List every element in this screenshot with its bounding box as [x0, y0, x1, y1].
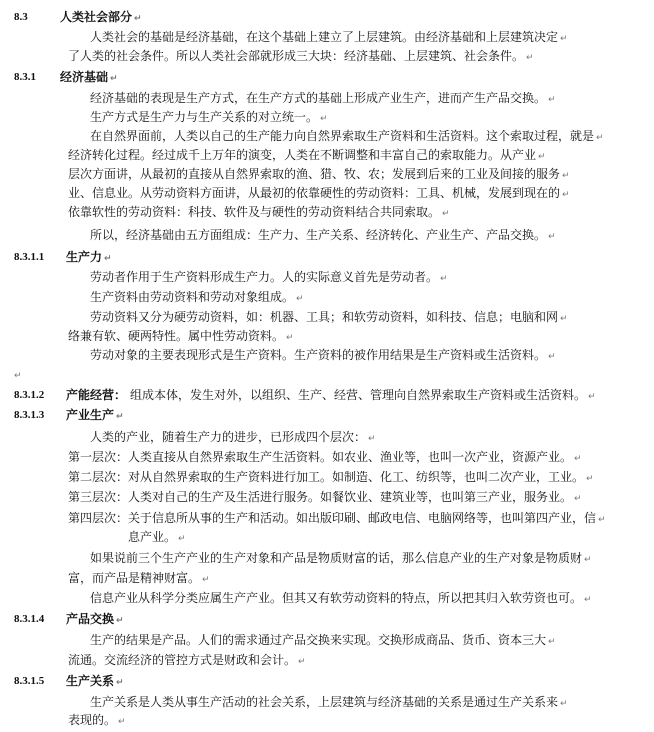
paragraph-mark: ↵: [368, 434, 376, 444]
section-title: 生产关系 ↵: [66, 674, 124, 688]
section-title: 生产力 ↵: [66, 250, 112, 264]
paragraph-mark: ↵: [560, 314, 568, 324]
section-title: 产品交换 ↵: [66, 612, 124, 626]
paragraph-mark: ↵: [134, 14, 142, 24]
paragraph-mark: ↵: [584, 555, 592, 565]
level-text: 人类直接从自然界索取生产生活资料。如农业、渔业等，也叫一次产业，资源产业。 ↵: [128, 450, 582, 464]
paragraph-mark: ↵: [320, 114, 328, 124]
paragraph-mark: ↵: [110, 74, 118, 84]
section-title: 人类社会部分 ↵: [60, 10, 142, 24]
level-text: 对从自然界索取的生产资料进行加工。如制造、化工、纺织等，也叫二次产业，工业。 ↵: [128, 470, 594, 484]
paragraph-mark: ↵: [574, 494, 582, 504]
paragraph-mark: ↵: [286, 333, 294, 343]
paragraph-mark: ↵: [598, 515, 606, 525]
paragraph-mark: ↵: [562, 171, 570, 181]
paragraph-mark: ↵: [104, 254, 112, 264]
paragraph-mark: ↵: [440, 274, 448, 284]
paragraph-mark: ↵: [588, 392, 596, 402]
section-inline-text: 组成本体，发生对外，以组织、生产、经营、管理向自然界索取生产资料或生活资料。 ↵: [130, 388, 596, 402]
paragraph-mark: ↵: [116, 412, 124, 422]
paragraph-mark: ↵: [116, 678, 124, 688]
section-title: 产业生产 ↵: [66, 408, 124, 422]
paragraph-mark: ↵: [560, 699, 568, 709]
paragraph-mark: ↵: [202, 575, 210, 585]
level-label: 第三层次：: [68, 490, 129, 504]
section-number: 8.3.1.1: [14, 251, 45, 263]
section-number: 8.3: [14, 11, 28, 23]
paragraph-mark: ↵: [14, 371, 22, 381]
paragraph-mark: ↵: [442, 209, 450, 219]
level-label: 第一层次：: [68, 450, 129, 464]
level-label: 第二层次：: [68, 470, 129, 484]
section-number: 8.3.1: [14, 71, 36, 83]
paragraph-mark: ↵: [548, 352, 556, 362]
level-text: 关于信息所从事的生产和活动。如出版印刷、邮政电信、电脑网络等，也叫第四产业，信 ↵: [128, 511, 606, 525]
paragraph-mark: ↵: [298, 657, 306, 667]
section-number: 8.3.1.5: [14, 675, 45, 687]
paragraph-mark: ↵: [584, 595, 592, 605]
paragraph-mark: ↵: [586, 474, 594, 484]
paragraph-mark: ↵: [116, 616, 124, 626]
level-text: 人类对自己的生产及生活进行服务。如餐饮业、建筑业等，也叫第三产业，服务业。 ↵: [128, 490, 582, 504]
paragraph-mark: ↵: [548, 95, 556, 105]
paragraph-mark: ↵: [526, 53, 534, 63]
section-title: 产能经营：: [66, 388, 127, 402]
paragraph-mark: ↵: [574, 454, 582, 464]
section-number: 8.3.1.4: [14, 613, 45, 625]
section-number: 8.3.1.3: [14, 409, 45, 421]
section-title: 经济基础 ↵: [60, 70, 118, 84]
paragraph-mark: ↵: [560, 34, 568, 44]
paragraph-mark: ↵: [538, 152, 546, 162]
section-number: 8.3.1.2: [14, 389, 45, 401]
document-page: 8.3 人类社会部分 ↵ 人类社会的基础是经济基础，在这个基础上建立了上层建筑。由经济基础和上层建筑决定 ↵ 了人类的社会条件。所以人类社会部就形成三大块：经济基础、上层建筑、社会条件。 ↵ 8.3.1 经济基础 ↵ 经济基础的表现是生产方式，在生产方式的基础上形成产业生产，进而产生产品交换。 ↵ 生产方式是生产力与生产关系的对立统一。 ↵ 在自然界面前，人类以自己的生产能力向自然界索取生产资料和生活资料。这个索取过程，就是 ↵ 经济转化过程。经过成千上万年的演变，人类在不断调整和丰富自己的索取能力。从产业 ↵ 层次方面讲，从最初的直接从自然界索取的渔、猎、牧、农；发展到后来的工业及间接的服务 ↵ 业、信息业。从劳动资料方面讲，从最初的依靠硬性的劳动资料：工具、机械，发展到现在的 ↵ 依靠软性的劳动资料：科技、软件及与硬性的劳动资料结合共同索取。 ↵ 所以，经济基础由五方面组成：生产力、生产关系、经济转化、产业生产、产品交换。 ↵ 8.3.1.1 生产力 ↵ 劳动者作用于生产资料形成生产力。人的实际意义首先是劳动者。 ↵ 生产资料由劳动资料和劳动对象组成。 ↵ 劳动资料又分为硬劳动资料，如：机器、工具；和软劳动资料，如科技、信息；电脑和网 ↵ 络兼有软、硬两特性。属中性劳动资料。 ↵ 劳动对象的主要表现形式是生产资料。生产资料的被作用结果是生产资料或生活资料。 ↵ ↵ 8.3.1.2 产能经营： 组成本体，发生对外，以组织、生产、经营、管理向自然界索取生产资料或生活资料。 ↵ 8.3.1.3 产业生产 ↵ 人类的产业，随着生产力的进步，已形成四个层次： ↵ 第一层次： 人类直接从自然界索取生产生活资料。如农业、渔业等，也叫一次产业，资源产业。 ↵ 第二层次： 对从自然界索取的生产资料进行加工。如制造、化工、纺织等，也叫二次产业，工业。 ↵ 第三层次： 人类对自己的生产及生活进行服务。如餐饮业、建筑业等，也叫第三产业，服务业。 ↵ 第四层次： 关于信息所从事的生产和活动。如出版印刷、邮政电信、电脑网络等，也叫第四产业，信 ↵ 息产业。 ↵ 如果说前三个生产产业的生产对象和产品是物质财富的话，那么信息产业的生产对象是物质财 ↵ 富，而产品是精神财富。 ↵ 信息产业从科学分类应属生产产业。但其又有软劳动资料的特点，所以把其归入软劳资也可。 ↵ 8.3.1.4 产品交换 ↵ 生产的结果是产品。人们的需求通过产品交换来实现。交换形成商品、货币、资本三大 ↵ 流通。交流经济的管控方式是财政和会计。 ↵ 8.3.1.5 生产关系 ↵ 生产关系是人类从事生产活动的社会关系，上层建筑与经济基础的关系是通过生产关系来 ↵ 表现的。 ↵: [14, 10, 606, 727]
paragraph-mark: ↵: [548, 637, 556, 647]
paragraph-mark: ↵: [562, 190, 570, 200]
paragraph-mark: ↵: [596, 133, 604, 143]
level-label: 第四层次：: [68, 511, 129, 525]
paragraph-mark: ↵: [296, 294, 304, 304]
paragraph-mark: ↵: [548, 232, 556, 242]
paragraph-mark: ↵: [118, 717, 126, 727]
paragraph-mark: ↵: [178, 534, 186, 544]
